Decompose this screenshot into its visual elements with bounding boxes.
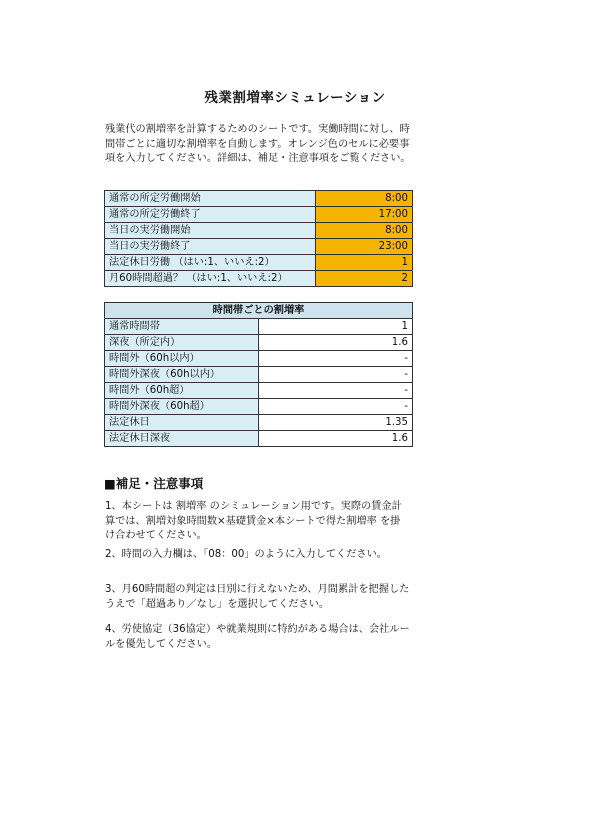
rate-label: 時間外（60h以内） bbox=[105, 351, 259, 367]
table-row bbox=[105, 271, 413, 287]
table-row bbox=[105, 319, 413, 335]
rate-label: 法定休日 bbox=[105, 415, 259, 431]
rate-value: - bbox=[259, 351, 413, 367]
rate-value: 1.6 bbox=[259, 431, 413, 447]
rate-label: 法定休日深夜 bbox=[105, 431, 259, 447]
note-item: 2、時間の入力欄は、「08：00」のように入力してください。 bbox=[105, 549, 387, 560]
rate-label: 時間外深夜（60h超） bbox=[105, 399, 259, 415]
note-item: 3、月60時間超の判定は日別に行えないため、月間累計を把握したうえで「超過あり／なし」を選択してください。 bbox=[105, 584, 410, 610]
input-label: 月60時間超過？ （はい:1、いいえ:2） bbox=[105, 271, 316, 287]
input-cell-normal-end[interactable]: 17:00 bbox=[316, 207, 413, 223]
input-cell-normal-start[interactable]: 8:00 bbox=[316, 191, 413, 207]
page-title: 残業割増率シミュレーション bbox=[204, 90, 386, 106]
input-cell-holiday-work[interactable]: 1 bbox=[316, 255, 413, 271]
rate-label: 時間外深夜（60h以内） bbox=[105, 367, 259, 383]
input-cell-actual-end[interactable]: 23:00 bbox=[316, 239, 413, 255]
note-item: 1、本シートは 割増率 のシミュレーション用です。実際の賃金計算では、割増対象時間数×基礎賃金×本シートで得た割増率 を掛け合わせてください。 bbox=[105, 501, 402, 541]
input-cell-actual-start[interactable]: 8:00 bbox=[316, 223, 413, 239]
table-row bbox=[105, 239, 413, 255]
table-row bbox=[105, 399, 413, 415]
rate-value: - bbox=[259, 399, 413, 415]
table-row bbox=[105, 383, 413, 399]
input-table bbox=[104, 190, 413, 287]
input-label: 通常の所定労働開始 bbox=[105, 191, 316, 207]
table-row bbox=[105, 431, 413, 447]
table-row bbox=[105, 351, 413, 367]
rate-label: 深夜（所定内） bbox=[105, 335, 259, 351]
rate-value: - bbox=[259, 383, 413, 399]
rate-value: 1.6 bbox=[259, 335, 413, 351]
rate-value: 1 bbox=[259, 319, 413, 335]
rate-label: 時間外（60h超） bbox=[105, 383, 259, 399]
table-row bbox=[105, 255, 413, 271]
table-header-row bbox=[105, 303, 413, 319]
table-row bbox=[105, 335, 413, 351]
table-row bbox=[105, 191, 413, 207]
table-row bbox=[105, 415, 413, 431]
table-row bbox=[105, 223, 413, 239]
notes-heading: ■補足・注意事項 bbox=[104, 476, 204, 491]
table-row bbox=[105, 207, 413, 223]
input-label: 法定休日労働 （はい:1、いいえ:2） bbox=[105, 255, 316, 271]
rate-label: 通常時間帯 bbox=[105, 319, 259, 335]
input-label: 当日の実労働終了 bbox=[105, 239, 316, 255]
rate-table bbox=[104, 302, 413, 447]
note-item: 4、労使協定（36協定）や就業規則に特約がある場合は、会社ルールを優先してください。 bbox=[105, 624, 410, 650]
rate-value: 1.35 bbox=[259, 415, 413, 431]
input-label: 当日の実労働開始 bbox=[105, 223, 316, 239]
input-label: 通常の所定労働終了 bbox=[105, 207, 316, 223]
intro-text: 残業代の割増率を計算するためのシートです。実働時間に対し、時間帯ごとに適切な割増率を自動します。オレンジ色のセルに必要事項を入力してください。詳細は、補足・注意事項をご覧ください。 bbox=[105, 124, 411, 164]
rate-value: - bbox=[259, 367, 413, 383]
input-cell-over-60h[interactable]: 2 bbox=[316, 271, 413, 287]
rate-table-header: 時間帯ごとの割増率 bbox=[105, 303, 413, 319]
table-row bbox=[105, 367, 413, 383]
